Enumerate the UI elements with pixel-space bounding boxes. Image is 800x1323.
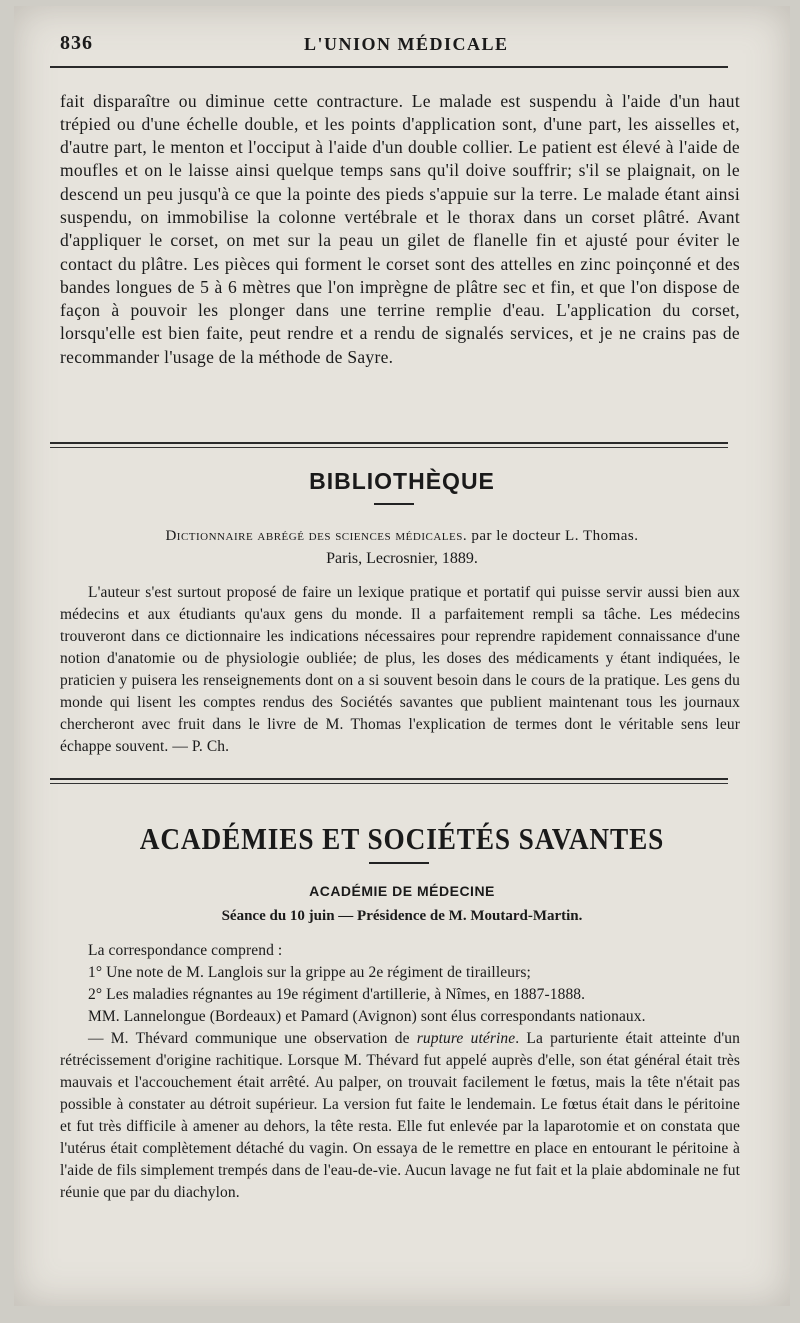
correspondance-item-2: 2° Les maladies régnantes au 19e régiment d'artillerie, à Nîmes, en 1887-1888. xyxy=(88,986,586,1003)
book-publisher: Paris, Lecrosnier, 1889. xyxy=(326,550,478,567)
review-text: L'auteur s'est surtout proposé de faire un lexique pratique et portatif qui puisse servir aussi bien aux médecins et aux étudiants qu'aux gens du monde. Il a parfaitement rempli sa tâche. Les médecins trouveront dans ce dictionnaire les indications nécessaires pour reprendre rapidement connaissance d'une notion d'anatomie ou de physiologie oubliée; de plus, les doses des médicaments y étant indiquées, le praticien y puisera les renseignements dont on a si souvent besoin dans le cours de la pratique. Les gens du monde qui lisent les comptes rendus des Sociétés savantes que publient maintenant tous les journaux chercheront avec fruit dans le livre de M. Thomas l'explication de termes dont le véritable sens leur échappe souvent. xyxy=(60,584,740,755)
thevard-paragraph xyxy=(60,1028,740,1204)
academies-heading: ACADÉMIES ET SOCIÉTÉS SAVANTES xyxy=(139,821,665,856)
section-rule-top xyxy=(50,442,728,444)
section-rule-mid xyxy=(50,778,728,780)
bibliotheque-heading: BIBLIOTHÈQUE xyxy=(309,468,495,494)
session-line: Séance du 10 juin — Présidence de M. Moutard-Martin. xyxy=(221,908,583,924)
heading-dash xyxy=(374,503,414,505)
section-rule-mid-thin xyxy=(50,783,728,784)
academie-medecine-heading: ACADÉMIE DE MÉDECINE xyxy=(309,883,495,899)
book-title: Dictionnaire abrégé des sciences médicales. xyxy=(165,528,468,544)
book-author: par le docteur L. Thomas. xyxy=(471,528,639,544)
correspondance-intro: La correspondance comprend : xyxy=(88,942,283,959)
academies-rule xyxy=(369,862,429,864)
book-review xyxy=(60,582,740,758)
review-signature: — P. Ch. xyxy=(172,738,230,755)
journal-title: L'UNION MÉDICALE xyxy=(304,34,509,54)
page-header xyxy=(14,32,790,58)
page-number: 836 xyxy=(60,32,93,54)
book-reference xyxy=(14,528,790,545)
thevard-italic: rupture utérine xyxy=(416,1030,516,1047)
intro-paragraph: fait disparaître ou diminue cette contracture. Le malade est suspendu à l'aide d'un haut trépied ou d'une échelle double, et les points d'application sont, d'une part, les aisselles et, d'autre part, le menton et l'occiput à l'aide d'un double collier. Le patient est élevé à l'aide de moufles et on le laisse ainsi quelque temps sans qu'il doive souffrir; s'il se plaignait, on le descend un peu jusqu'à ce que la pointe des pieds s'appuie sur la terre. Le malade étant ainsi suspendu, on immobilise la colonne vertébrale et le thorax dans un corset plâtré. Avant d'appliquer le corset, on met sur la peau un gilet de flanelle fin et ajusté pour éviter le contact du plâtre. Les pièces qui forment le corset sont des attelles en zinc poinçonné et des bandes longues de 5 à 6 mètres que l'on imprègne de plâtre sec et fin, et que l'on dispose de façon à pouvoir les plonger dans une terrine remplie d'eau. L'application du corset, lorsqu'elle est bien faite, peut rendre et a rendu de signalés services, et je ne crains pas de recommander l'usage de la méthode de Sayre. xyxy=(60,90,740,367)
section-rule-top-thin xyxy=(50,447,728,448)
elected-correspondents: MM. Lannelongue (Bordeaux) et Pamard (Avignon) sont élus correspondants nationaux. xyxy=(88,1008,646,1025)
journal-page xyxy=(14,6,790,1306)
correspondance-item-1: 1° Une note de M. Langlois sur la grippe au 2e régiment de tirailleurs; xyxy=(88,964,531,981)
header-rule xyxy=(50,66,728,68)
thevard-text: . La parturiente était atteinte d'un rétrécissement d'origine rachitique. Lorsque M. Thévard fut appelé auprès d'elle, son état général était très mauvais et l'accouchement était arrêté. Au palper, on trouvait facilement le fœtus, mais la tête n'était pas possible à constater au détroit supérieur. La version fut faite le lendemain. Le fœtus était dans le péritoine et fut très difficile à amener au dehors, la tête resta. Elle fut enlevée par la laparotomie et on constata que l'utérus était complètement détaché du vagin. On essaya de le remettre en place en entourant le péritoine à l'aide de fils simplement trempés dans de l'eau-de-vie. Aucun lavage ne fut fait et la plaie abdominale ne fut réunie que par du diachylon. xyxy=(60,1030,740,1201)
academies-body xyxy=(60,940,740,1204)
thevard-lead: — M. Thévard communique une observation de xyxy=(88,1030,410,1047)
